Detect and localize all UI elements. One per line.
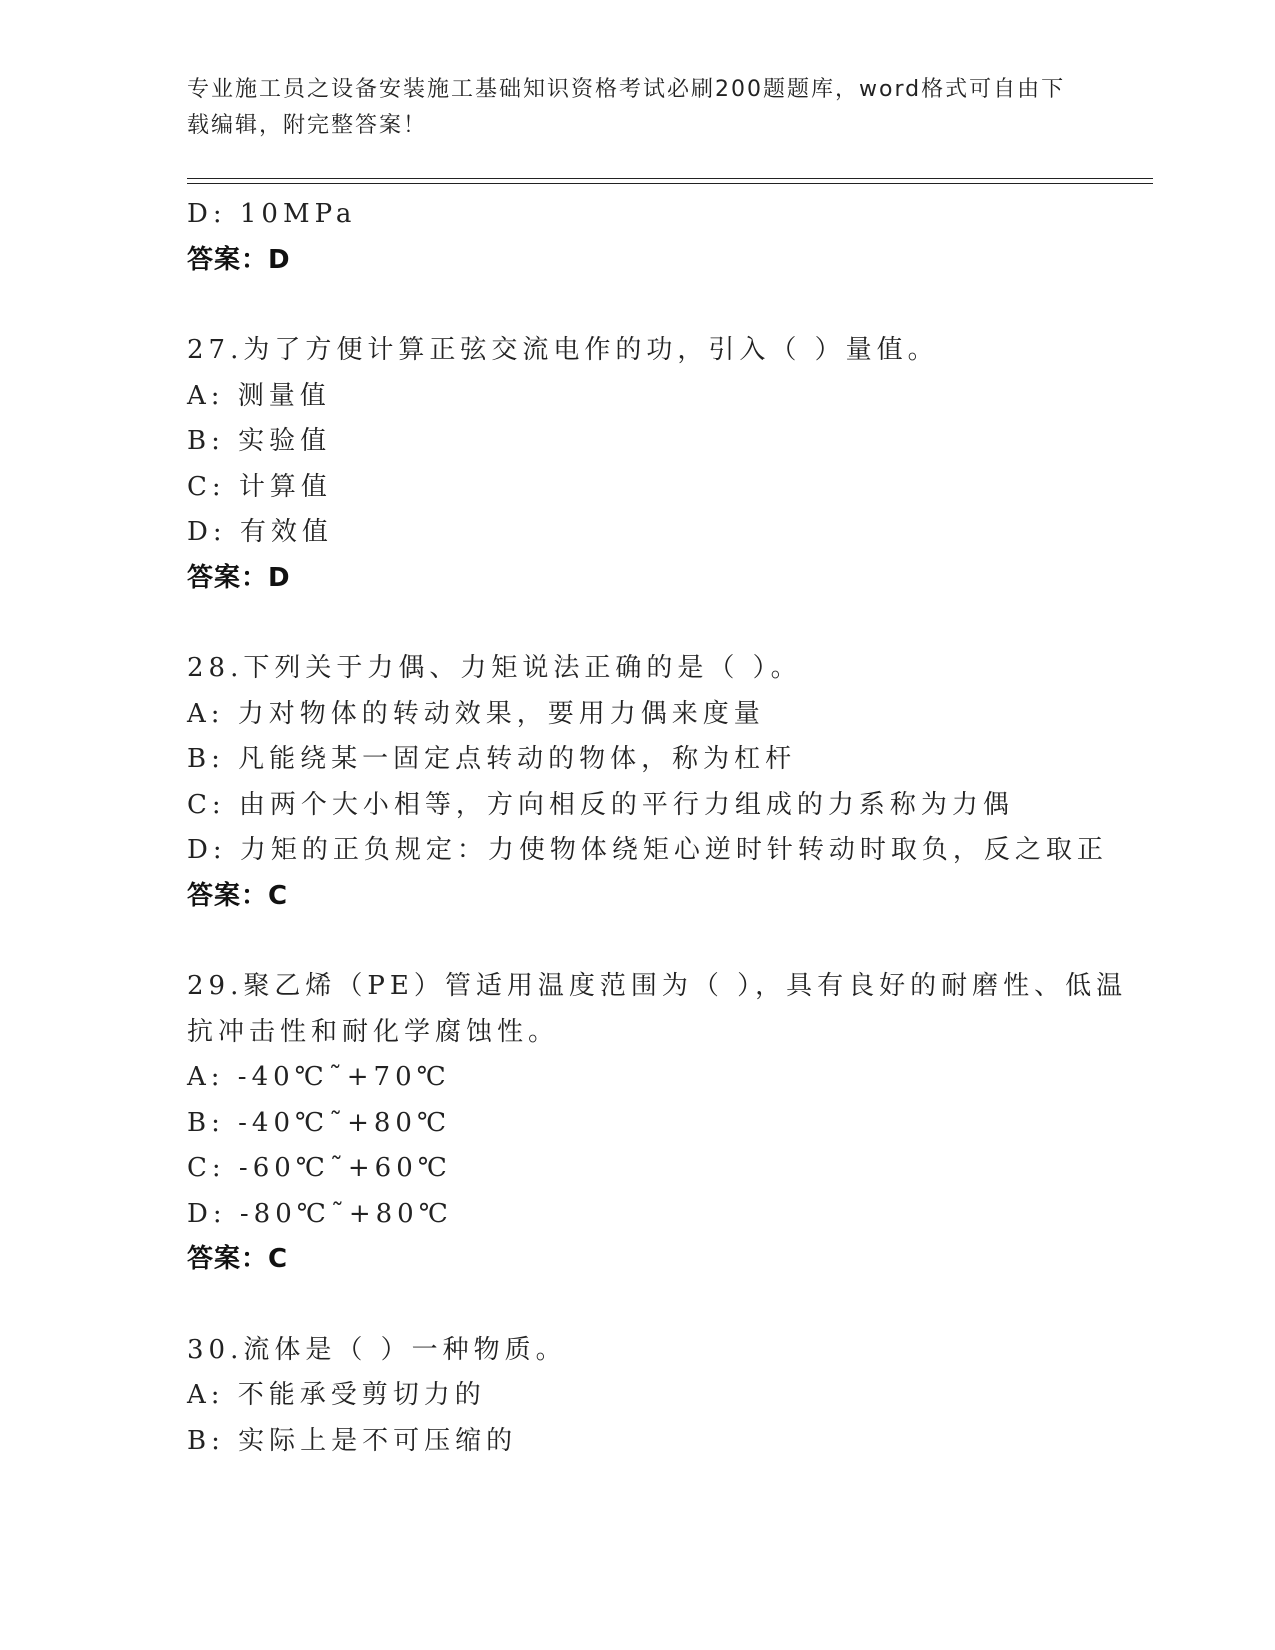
question-30 — [187, 1328, 1147, 1465]
answer: 答案：D — [187, 562, 291, 593]
header-rule-top — [187, 178, 1153, 179]
question-stem: 27.为了方便计算正弦交流电作的功，引入（ ）量值。 — [187, 335, 939, 365]
option-c: C: 由两个大小相等，方向相反的平行力组成的力系称为力偶 — [187, 789, 1014, 820]
document-body — [187, 192, 1147, 1464]
option-a: A: 测量值 — [187, 380, 331, 411]
option-a: A: 不能承受剪切力的 — [187, 1380, 486, 1410]
option-d: D: 力矩的正负规定：力使物体绕矩心逆时针转动时取负，反之取正 — [187, 835, 1108, 865]
answer: 答案：C — [187, 880, 289, 911]
question-27 — [187, 328, 1147, 601]
option-c: C: 计算值 — [187, 471, 332, 502]
answer: 答案：D — [187, 244, 291, 275]
option-d: D: 有效值 — [187, 517, 333, 547]
option-b: B: -40℃˜+80℃ — [187, 1107, 452, 1138]
option-b: B: 实验值 — [187, 426, 332, 456]
question-29 — [187, 964, 1147, 1283]
option-d: D: -80℃˜+80℃ — [187, 1198, 453, 1229]
question-stem: 29.聚乙烯（PE）管适用温度范围为（ ），具有良好的耐磨性、低温抗冲击性和耐化学腐蚀性。 — [187, 971, 1128, 1047]
option-b: B: 实际上是不可压缩的 — [187, 1425, 518, 1456]
question-stem: 28.下列关于力偶、力矩说法正确的是（ ）。 — [187, 653, 802, 683]
option-c: C: -60℃˜+60℃ — [187, 1153, 452, 1183]
question-28 — [187, 646, 1147, 919]
option-a: A: 力对物体的转动效果，要用力偶来度量 — [187, 698, 765, 729]
option-d: D: 10MPa — [187, 199, 357, 229]
answer: 答案：C — [187, 1244, 289, 1274]
question-stem: 30.流体是（ ）一种物质。 — [187, 1334, 567, 1365]
document-header: 专业施工员之设备安装施工基础知识资格考试必刷200题题库，word格式可自由下载编辑，附完整答案！ — [187, 77, 1066, 138]
option-b: B: 凡能绕某一固定点转动的物体，称为杠杆 — [187, 744, 797, 774]
header-rule-bottom — [187, 183, 1153, 184]
option-a: A: -40℃˜+70℃ — [187, 1062, 451, 1092]
